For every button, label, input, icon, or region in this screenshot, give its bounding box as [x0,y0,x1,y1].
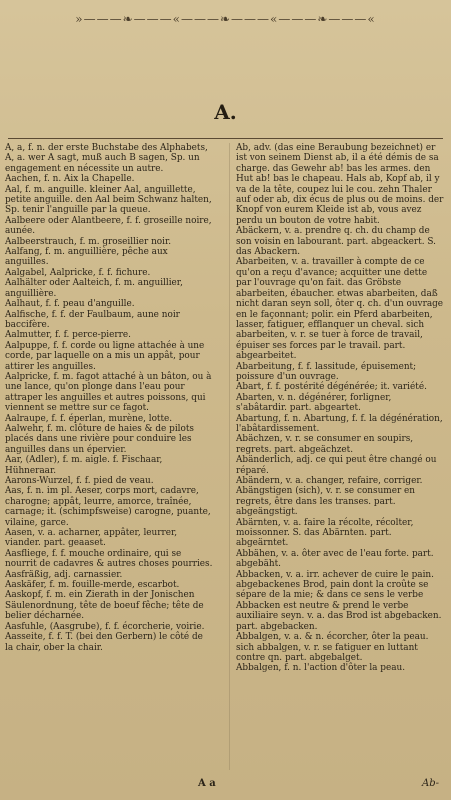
dictionary-entry: Aalfische, f. f. der Faulbaum, aune noir baccifère. [5,309,180,330]
dictionary-entry: Abärnten, v. a. faire la récolte, récolter, moissonner. S. das Abärnten. part. abgeärntet. [236,517,414,549]
section-letter: A. [214,100,237,124]
page-footer [0,778,451,792]
right-column [236,143,444,674]
dictionary-entry: Aalfang, f. m. anguillière, pêche aux anguilles. [5,247,168,268]
dictionary-entry: Abarbeitung, f. f. lassitude, épuisement; poissure d'un ouvrage. [236,361,417,382]
dictionary-entry: Aalbeere oder Alantbeere, f. f. groseille noire, aunée. [5,215,212,237]
dictionary-entry: Aalpuppe, f. f. corde ou ligne attachée à une corde, par laquelle on a mis un appât, pour attirer les anguilles. [5,340,205,372]
header-ornament: »———❧———«———❧———«———❧———« [75,12,376,26]
catchword: Ab- [421,778,439,789]
dictionary-entry: Aalhaut, f. f. peau d'anguille. [5,299,135,310]
dictionary-entry: Aalpricke, f. m. fagot attaché à un bâton, ou à une lance, qu'on plonge dans l'eau pour attraper les anguilles et autres poissons, qui viennent se mettre sur ce fagot. [5,371,212,414]
dictionary-entry: Aalraupe, f. f. éperlan, murène, lotte. [5,413,173,424]
dictionary-entry: Aachen, f. n. Aix la Chapelle. [5,174,135,185]
dictionary-entry: Aaskäfer, f. m. fouille-merde, escarbot. [5,580,180,591]
dictionary-entry: Aal, f. m. anguille. kleiner Aal, anguillette, petite anguille. den Aal beim Schwanz halten, Sp. tenir l'anguille par la queue. [5,184,212,216]
dictionary-entry: Abändern, v. a. changer, refaire, corriger. [236,476,423,486]
dictionary-entry: Aar, (Adler), f. m. aigle. f. Fischaar, Hühneraar. [5,455,163,476]
dictionary-entry: A, a, f. n. der erste Buchstabe des Alphabets, A, a. wer A sagt, muß auch B sagen, Sp. un engagement en nécessite un autre. [5,143,208,174]
left-column [5,143,213,653]
signature-mark: A a [198,778,216,789]
header-rule [8,138,443,139]
dictionary-entry: Abart, f. f. postérité dégénérée; it. variété. [236,382,427,393]
dictionary-entry: Aalmutter, f. f. perce-pierre. [5,330,131,341]
dictionary-entry: Abbähen, v. a. ôter avec de l'eau forte. part. abgebäht. [236,548,434,570]
dictionary-entry: Aasseite, f. f. T. (bei den Gerbern) le côté de la chair, ober la chair. [5,632,203,653]
dictionary-entry: Abächzen, v. r. se consumer en soupirs, regrets. part. abgeächzet. [236,434,414,455]
dictionary-entry: Aaskopf, f. m. ein Zierath in der Jonischen Säulenordnung, tête de boeuf fêche; tête de belier décharnée. [5,590,204,622]
dictionary-entry: Aalhälter oder Aalteich, f. m. anguillier, anguillière. [5,278,183,299]
dictionary-entry: Ab, adv. (das eine Beraubung bezeichnet) er ist von seinem Dienst ab, il a été démis de sa charge. das Gewehr ab! bas les armes. den Hut ab! bas le chapeau. Hals ab, Kopf ab, il y va de la tête, coupez lui le cou. zehn Thaler auf oder ab, dix écus de plus ou de moins. der Knopf von eurem Kleide ist ab, vous avez perdu un bouton de votre habit. [236,143,444,226]
dictionary-entry: Abarbeiten, v. a. travailler à compte de ce qu'on a reçu d'avance; acquitter une dette par l'ouvrage qu'on fait. das Gröbste abarbeiten, ébaucher. etwas abarbeiten, daß nicht daran seyn soll, ôter q. ch. d'un ouvrage en le façonnant; polir. ein Pferd abarbeiten, lasser, fatiguer, efflanquer un cheval. sich abarbeiten, v. r. se tuer à force de travail, épuiser ses forces par le travail. part. abgearbeitet. [236,257,444,362]
dictionary-entry: Abarten, v. n. dégénérer, forligner, s'abâtardir. part. abgeartet. [236,392,392,414]
column-divider [229,143,230,770]
dictionary-entry: Aasfuhle, (Aasgrube), f. f. écorcherie, voirie. [5,621,205,632]
dictionary-entry: Abbalgen, v. a. & n. écorcher, ôter la peau. sich abbalgen, v. r. se fatiguer en luttant contre qn. part. abgebalget. [236,632,429,663]
dictionary-entry: Aasfräßig, adj. carnassier. [5,569,123,580]
dictionary-entry: Aarons-Wurzel, f. f. pied de veau. [5,476,154,486]
dictionary-entry: Abartung, f. n. Abartung, f. f. la dégénération, l'abâtardissement. [236,413,443,434]
dictionary-entry: Abbacken, v. a. irr. achever de cuire le pain. abgebackenes Brod, pain dont la croûte se sépare de la mie; & dans ce sens le verbe Abbacken est neutre & prend le verbe auxiliaire seyn. v. a. das Brod ist abgebacken. part. abgebacken. [236,569,442,632]
dictionary-entry: Abänderlich, adj. ce qui peut être changé ou réparé. [236,455,437,476]
dictionary-entry: Aalgabel, Aalpricke, f. f. fichure. [5,267,151,278]
dictionary-entry: Aalwehr, f. m. clôture de haies & de pilots placés dans une rivière pour conduire les anguilles dans un épervier. [5,423,194,455]
dictionary-entry: Aalbeerstrauch, f. m. groseillier noir. [5,236,172,247]
dictionary-entry: Aasen, v. a. acharner, appâter, leurrer, viander. part. geaaset. [5,528,178,549]
dictionary-entry: Aas, f. n. im pl. Aeser, corps mort, cadavre, charogne; appât, leurre, amorce, traînée, carnage; it. (schimpfsweise) carogne, puante, vilaine, garce. [5,486,211,528]
dictionary-entry: Abängstigen (sich), v. r. se consumer en regrets, être dans les transes. part. abgeängstigt. [236,486,415,518]
dictionary-entry: Abbalgen, f. n. l'action d'ôter la peau. [236,663,406,674]
dictionary-entry: Aasfliege, f. f. mouche ordinaire, qui se nourrit de cadavres & autres choses pourries. [5,548,213,570]
dictionary-entry: Abäckern, v. a. prendre q. ch. du champ de son voisin en labourant. part. abgeackert. S. das Abackern. [236,226,436,258]
